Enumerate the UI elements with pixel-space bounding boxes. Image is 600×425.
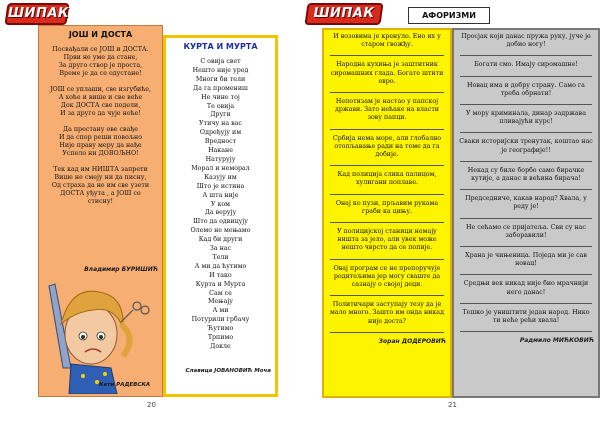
aphorism: Србија нема море, али глобално отопљавање ради на томе да га добије. (332, 134, 442, 159)
poem1-author: Владимир БУРИШИЋ (84, 266, 158, 273)
poem-line: Олемо не мењамо (190, 227, 251, 235)
poem2-title: КУРТА И МУРТА (183, 42, 258, 51)
aphorism: Кад полиција слика палицом, хулигани поплаве. (337, 171, 437, 187)
aphorism-divider (460, 132, 592, 133)
poem-line: Курта и Мурта (195, 280, 246, 288)
aphorism: У полицијској станици немају ништа за јело, али увек може нешто чврсто да се попије. (337, 228, 437, 252)
poem-line: Натурују (205, 155, 236, 163)
magazine-logo-banner (4, 3, 69, 25)
poem-line: Трпимо (207, 334, 234, 342)
poem-line: Одређују им (199, 129, 242, 137)
poem-line: За нас (209, 245, 232, 253)
aphorism: Председниче, какав народ? Хвала, у реду је! (465, 195, 587, 211)
poem2-body (166, 58, 275, 352)
aphorism: Овај програм се не препоручује родитељима јер могу сваште да сазнају о својој деци. (333, 264, 441, 289)
poem-line: Време је да се одустане! (59, 70, 142, 77)
aphorisms-author-1: Зоран ДОДЕРОВИЋ (378, 337, 446, 345)
poem-line: Што је истина (196, 182, 245, 190)
poem-line: У ком (210, 200, 231, 208)
aphorism: Непотизам је настао у папској држави. Зато нећаке на власти зову папци. (334, 98, 439, 122)
aphorism-divider (330, 92, 444, 93)
aphorism: Некад су биле борбе само бирачке кутије, а данас и већина бирача! (467, 166, 585, 183)
poem-line: Накане (208, 147, 233, 155)
poem-line: А ми да ћутимо (194, 262, 247, 270)
aphorisms-list-1 (328, 33, 446, 333)
poem-line: Кад би други (198, 236, 243, 244)
page-number-left: 20 (147, 401, 156, 409)
poem-line: Више не смеју ни да писну, (54, 174, 147, 181)
poem-line: ДОСТА уђута , а ЈОШ се (60, 190, 141, 197)
poem-line: Многи би тели (195, 75, 246, 83)
magazine-logo-banner-right (304, 3, 383, 25)
poem-line: Казују им (204, 173, 237, 181)
page-number-right: 21 (448, 401, 457, 409)
aphorism-divider (460, 331, 592, 332)
aphorism-divider (330, 194, 444, 195)
aphorism-divider (460, 303, 592, 304)
aphorism-divider (460, 218, 592, 219)
poem1-title: ЈОШ И ДОСТА (68, 30, 133, 39)
poem-line: Нешто није уред (192, 66, 249, 74)
poem-line: Да престану ове свађе (62, 126, 139, 133)
aphorisms-list-2 (458, 33, 594, 332)
aphorism: У мору криминала, динар задржава пливајући курс! (466, 110, 586, 126)
poem-line: Успело ни ДОВОЉНО! (62, 150, 139, 157)
poem-line: стисну! (87, 198, 114, 205)
poem-line: Тели (212, 253, 229, 261)
section-label: АФОРИЗМИ (408, 7, 490, 24)
aphorisms-column-2 (452, 28, 600, 398)
aphorism-divider (330, 165, 444, 166)
poem-line: А хоће и више и све веће (58, 94, 143, 101)
aphorism: Сваки историјски тренутак, коштао нас је географије!! (459, 138, 593, 154)
poem1-body (39, 46, 162, 206)
poem-line: Потурили грбачу (191, 316, 250, 324)
poem-line: Да га промениш (193, 84, 248, 92)
child-illustration (41, 276, 159, 394)
poem-line: Први не уме да стане, (63, 54, 138, 61)
aphorism: Богати смо. Имају сиромашне! (474, 61, 578, 69)
aphorism-divider (460, 274, 592, 275)
poem-line: Није праву меру да нађе (59, 142, 142, 149)
magazine-logo: ШИПАК (8, 6, 70, 21)
aphorism: Просјак који данас пружа руку, јуче је добио ногу! (461, 33, 591, 49)
poem1-stanza (39, 166, 162, 206)
poem1-column (38, 25, 163, 397)
aphorisms-author-2: Радмило МИЋКОВИЋ (519, 337, 594, 345)
poem-line: За друго створ је проста, (58, 62, 143, 69)
poem-line: Утичу на вас (199, 120, 242, 128)
poem-line: Други (210, 111, 231, 119)
aphorism-divider (330, 222, 444, 223)
poem-line: И за друго да чује неће! (60, 110, 141, 117)
aphorism: И возовима је кренуло. Ено их у старом гвожђу. (333, 33, 441, 49)
poem2-author: Славица ЈОВАНОВИЋ Моча (185, 368, 271, 374)
poem2-column (163, 35, 278, 397)
poem-line: И да спор реши повољно (58, 134, 143, 141)
poem-line: Ћутимо (207, 325, 234, 333)
poem-line: Што да одвицују (193, 218, 248, 226)
poem-line: ЈОШ се уплаши, све изгубиће, (49, 86, 152, 93)
aphorism-divider (330, 295, 444, 296)
poem-line: Да верују (204, 209, 237, 217)
poem-line: С овија свет (200, 58, 241, 65)
aphorism-divider (330, 55, 444, 56)
poem1-stanza (39, 86, 162, 118)
poem-line: Док ДОСТА све подели, (60, 102, 141, 109)
magazine-logo-right: ШИПАК (313, 6, 375, 21)
aphorism: Онај ко пузи, прљавим рукама граби ка цињу. (335, 199, 439, 215)
aphorism: Храна је чињеница. Поједа ми је сав новац! (465, 252, 587, 268)
poem-line: Од страха да не им све узети (51, 182, 150, 189)
poem-line: А ми (212, 307, 229, 315)
aphorism-divider (460, 161, 592, 162)
poem-line: Посвађали се ЈОШ и ДОСТА. (52, 46, 149, 53)
poem1-stanza (39, 126, 162, 158)
aphorism: Не сећамо се пријатеља. Сви су нас заборавили! (466, 223, 586, 239)
poem-line: Не чине тој (201, 93, 240, 101)
poem-line: А шта није (202, 191, 239, 199)
aphorism-divider (460, 55, 592, 56)
poem1-stanza (39, 46, 162, 78)
aphorism-divider (330, 129, 444, 130)
aphorism-divider (460, 104, 592, 105)
poem-line: Сам се (209, 289, 232, 297)
aphorism-divider (460, 246, 592, 247)
poem-line: Мењају (207, 298, 233, 306)
poem-line: И тако (209, 271, 232, 279)
poem-line: Вредност (204, 138, 237, 146)
poem-line: Тек кад им НИШТА запрети (53, 166, 148, 173)
aphorism-divider (460, 189, 592, 190)
illustration-caption: Кети РАДЕВСКА (99, 382, 151, 388)
poem-line: Морал и неморал (191, 164, 250, 172)
aphorism-divider (460, 76, 592, 77)
aphorism: Новац има и добру страну. Само га треба обрнати! (467, 81, 585, 97)
right-page (300, 0, 600, 425)
aphorism: Народна кухиња је заштитник сиромашних глада. Богате штити евро. (330, 61, 444, 85)
aphorism-divider (330, 259, 444, 260)
poem-line: Те овија (206, 102, 235, 110)
aphorism: Средњи век никад није био мрачнији него данас! (463, 280, 589, 296)
aphorism: Политичари заступају тезу да је мало много. Зашто им онда никад није доста? (330, 301, 444, 325)
aphorism-divider (330, 332, 444, 333)
aphorism: Тешко је уништити један народ. Нико ти неће рећи хвала! (462, 308, 590, 325)
aphorisms-column-1 (322, 28, 452, 398)
poem-line: Докле (210, 343, 231, 350)
